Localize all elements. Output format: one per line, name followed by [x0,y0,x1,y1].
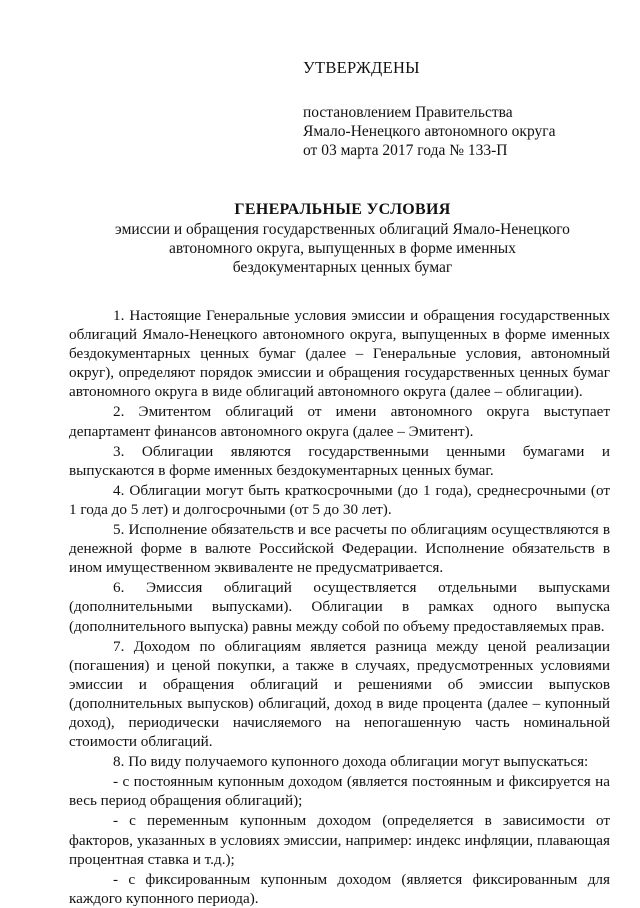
document-heading [70,200,615,277]
paragraph-8: 8. По виду получаемого купонного дохода облигации могут выпускаться: [113,753,589,771]
document-subtitle-line-1: эмиссии и обращения государственных облигаций Ямало-Ненецкого [115,221,570,238]
approval-title: УТВЕРЖДЕНЫ [303,58,420,77]
paragraph-1: 1. Настоящие Генеральные условия эмиссии и обращения государственных облигаций Ямало-Ненецкого автономного округа, выпущенных в форме именных бездокументарных ценных бумаг (далее – Генеральные условия, автономный округ), определяют порядок эмиссии и обращения государственных ценных бумаг автономного округа в виде облигаций автономного округа (далее – облигации). [69,307,610,401]
list-item-variable-coupon: - с переменным купонным доходом (определяется в зависимости от факторов, указанных в условиях эмиссии, например: индекс инфляции, плавающая процентная ставка и т.д.); [69,812,610,868]
approval-line-2: Ямало-Ненецкого автономного округа [303,123,556,140]
approval-line-1: постановлением Правительства [303,104,513,121]
document-subtitle-line-2: автономного округа, выпущенных в форме именных [169,240,516,257]
paragraph-4: 4. Облигации могут быть краткосрочными (до 1 года), среднесрочными (от 1 года до 5 лет) и долгосрочными (от 5 до 30 лет). [69,481,610,518]
document-body [69,306,610,908]
list-item-fixed-coupon: - с фиксированным купонным доходом (является фиксированным для каждого купонного периода). [69,870,610,907]
approval-line-3: от 03 марта 2017 года № 133-П [303,142,508,159]
paragraph-6: 6. Эмиссия облигаций осуществляется отдельными выпусками (дополнительными выпусками). Облигации в рамках одного выпуска (дополнительного выпуска) равны между собой по объему предоставляемых прав. [69,579,610,635]
document-subtitle-line-3: бездокументарных ценных бумаг [232,259,453,276]
document-title: ГЕНЕРАЛЬНЫЕ УСЛОВИЯ [234,201,451,218]
approval-block [303,58,555,160]
paragraph-7: 7. Доходом по облигациям является разница между ценой реализации (погашения) и ценой покупки, а также в случаях, предусмотренных условиями эмиссии и обращения облигаций и решениями об эмиссии выпусков (дополнительных выпусков) облигаций, доход в виде процента (далее – купонный доход), периодически начисляемого на непогашенную часть номинальной стоимости облигаций. [69,637,610,751]
list-item-constant-coupon: - с постоянным купонным доходом (является постоянным и фиксируется на весь период обращения облигаций); [69,773,610,810]
paragraph-3: 3. Облигации являются государственными ценными бумагами и выпускаются в форме именных бездокументарных ценных бумаг. [69,442,610,479]
paragraph-2: 2. Эмитентом облигаций от имени автономного округа выступает департамент финансов автономного округа (далее – Эмитент). [69,403,610,440]
paragraph-5: 5. Исполнение обязательств и все расчеты по облигациям осуществляются в денежной форме в валюте Российской Федерации. Исполнение обязательств в ином имущественном эквиваленте не предусматривается. [69,521,610,577]
